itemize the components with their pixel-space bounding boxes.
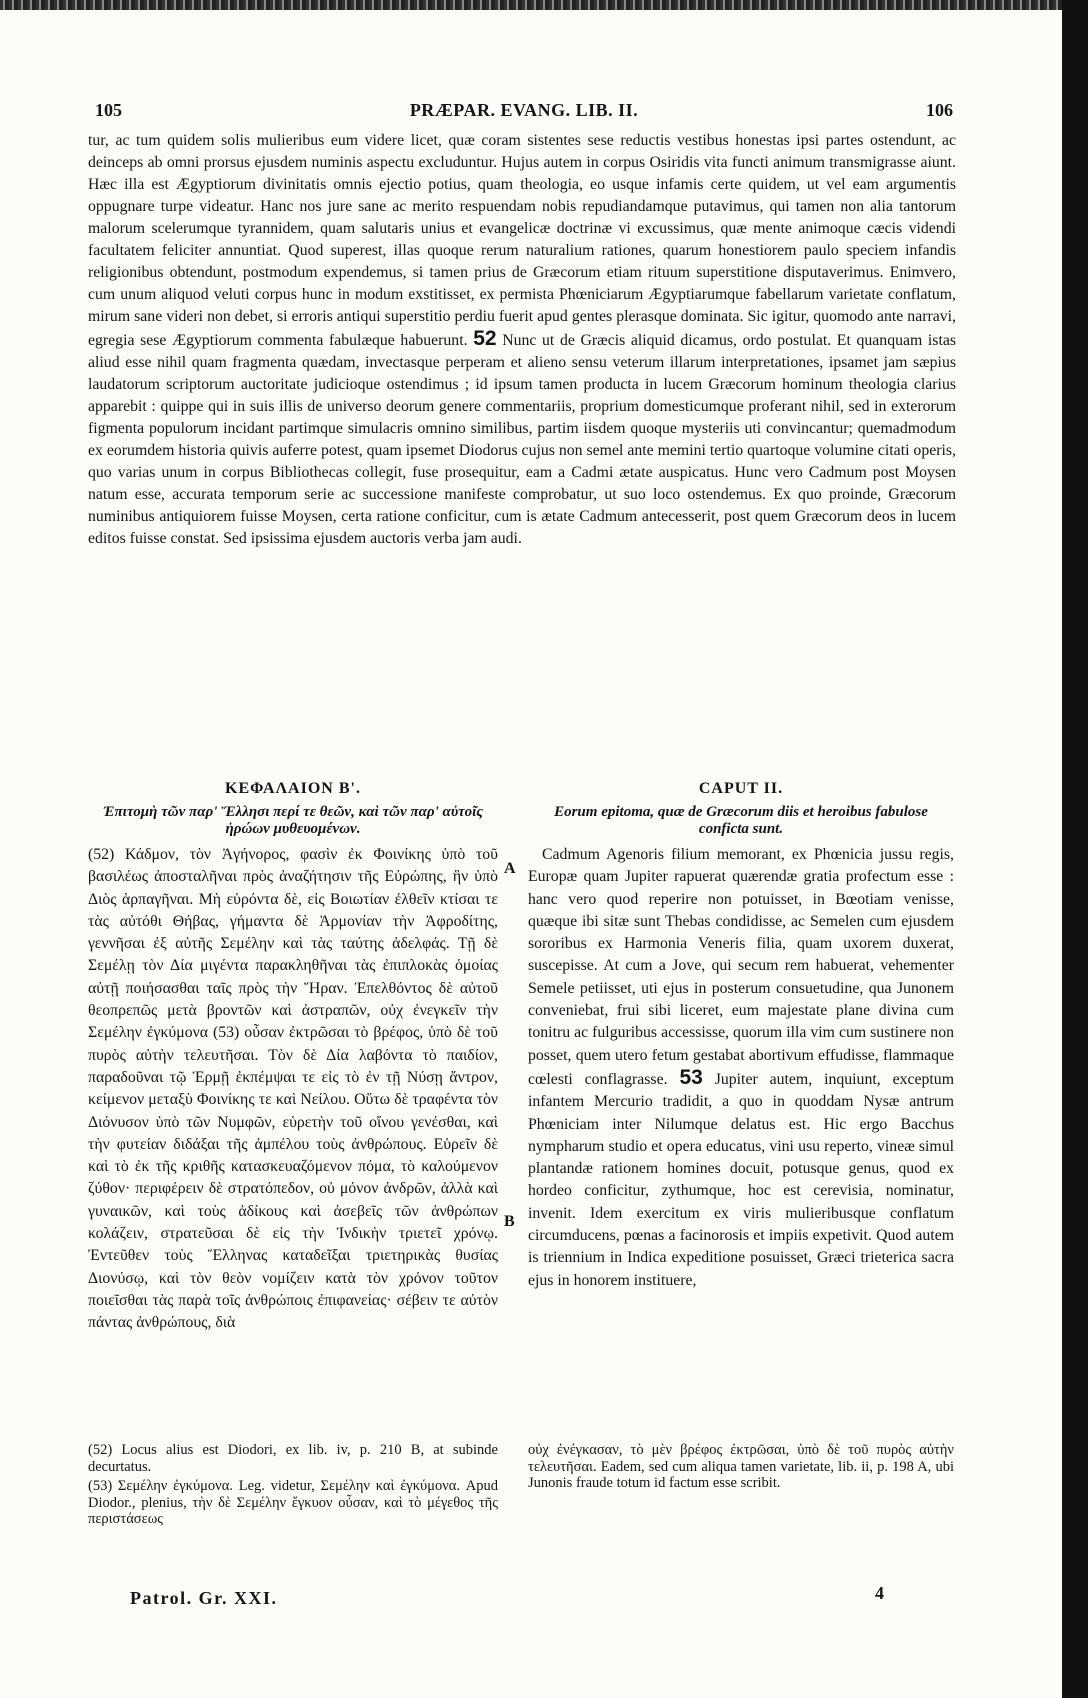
footnotes-left [88,1442,498,1531]
scan-right-edge [1062,0,1088,1698]
footnote-52: (52) Locus alius est Diodori, ex lib. iv, p. 210 B, at subinde decurtatus. [88,1442,498,1475]
latin-body-paragraph [528,844,954,1292]
main-latin-paragraph [88,130,956,550]
marginal-number-52: 52 [473,327,497,350]
greek-column [88,780,498,1335]
latin-chapter-subheading: Eorum epitoma, quæ de Græcorum diis et heroibus fabulose conficta sunt. [554,804,928,837]
latin-body [528,844,954,1292]
greek-body-part2: Εὑρεῖν δὲ καὶ τὸ ἐκ τῆς κριθῆς κατασκευαζόμενον πόμα, τὸ καλούμενον ζύθον· περιφέρειν δὲ στρατόπεδον, οὐ μόνον ἀνδρῶν, ἀλλὰ καὶ γυναικῶν, καὶ τοὺς ἀδίκους καὶ ἀσεβεῖς τῶν ἀνθρώπων κολάζειν, στρατεῦσαι δὲ εἰς τὴν Ἰνδικὴν τριετεῖ χρόνῳ. Ἐντεῦθεν τοὺς Ἕλληνας καταδεῖξαι τριετηρικὰς θυσίας Διονύσῳ, καὶ τὸν θεὸν νομίζειν κατὰ τὸν χρόνον τοῦτον ποιεῖσθαι τὰς παρὰ τοῖς ἀνθρώποις ἐπιφανείας· σέβειν τε αὐτὸν πάντας ἀνθρώπους, διὰ [88,1135,498,1332]
signature-mark: 4 [875,1583,884,1603]
section-marker-a: A [504,860,516,877]
scan-top-edge [0,0,1088,10]
greek-body [88,844,498,1335]
series-footer: Patrol. Gr. XXI. [130,1588,278,1608]
greek-body-part1: (52) Κάδμον, τὸν Ἀγήνορος, φασὶν ἐκ Φοινίκης ὑπὸ τοῦ βασιλέως ἀποσταλῆναι πρὸς ἀναζήτησιν τῆς Εὐρώπης, ἣν ὑπὸ Διὸς ἁρπαγῆναι. Μὴ εὑρόντα δὲ, εἰς Βοιωτίαν ἐλθεῖν κτίσαι τε τὰς αὐτόθι Θήβας, γήμαντα δὲ Ἁρμονίαν τὴν Ἀφροδίτης, γεννῆσαι ἐξ αὐτῆς Σεμέλην καὶ τὰς ταύτης ἀδελφάς. Τῇ δὲ Σεμέλῃ τὸν Δία μιγέντα παρακληθῆναι τὰς ἐπιπλοκὰς ὁμοίας αὐτῇ ποιήσασθαι ταῖς πρὸς τὴν Ἥραν. Ἐπελθόντος δὲ αὐτοῦ θεοπρεπῶς μετὰ βροντῶν καὶ ἀστραπῶν, οὐχ ἐνεγκεῖν τὴν Σεμέλην ἐγκύμονα (53) οὖσαν ἐκτρῶσαι τὸ βρέφος, ὑπὸ δὲ τοῦ πυρὸς αὐτὴν τελευτῆσαι. Τὸν δὲ Δία λαβόντα τὸ παιδίον, παραδοῦναι τῷ Ἑρμῇ ἐκπέμψαι τε εἰς τὸ ἐν τῇ Νύσῃ ἄντρον, κείμενον μεταξὺ Φοινίκης τε καὶ Νείλου. Οὕτω δὲ τραφέντα τὸν Διόνυσον ὑπὸ τῶν Νυμφῶν, εὑρετὴν τοῦ οἴνου γενέσθαι, καὶ τὴν φυτείαν διδάξαι τῆς ἀμπέλου τοὺς ἀνθρώπους. [88,846,498,1153]
footnote-continuation: οὐχ ἐνέγκασαν, τὸ μὲν βρέφος ἐκτρῶσαι, ὑπὸ δὲ τοῦ πυρὸς αὐτὴν τελευτῆσαι. Eadem, sed cum aliqua tamen varietate, lib. ii, p. 198 A, ubi Junonis fraude totum id factum esse scribit. [528,1442,954,1491]
page-number-right: 106 [926,100,953,120]
running-title: PRÆPAR. EVANG. LIB. II. [409,100,639,120]
main-text-part1: tur, ac tum quidem solis mulieribus eum videre licet, quæ coram sistentes sese reductis vestibus honestas ipsi partes ostendunt, ac deinceps ab omni prorsus ejusdem numinis aspectu excluduntur. Hujus autem in corpus Osiridis vita functi animum transmigrasse aiunt. Hæc illa est Ægyptiorum divinitatis omnis ejectio potius, quam theologia, eo usque infamis certe quidem, ut vel eam argumentis oppugnare turpe videatur. Hanc nos jure sane ac merito respuendam nobis repudiandamque putavimus, qui tamen non alia tantorum malorum scelerumque tyrannidem, quam salutaris unius et evangelicæ doctrinæ vi excussimus, quæ mente animoque cæcis videndi facultatem feliciter annuntiat. Quod superest, illas quoque rerum naturalium rationes, quarum honestiorem paulo speciem infandis religionibus obtendunt, postmodum expendemus, si tamen prius de Græcorum etiam rituum superstitione disputaverimus. Enimvero, cum unum aliquod veluti corpus hunc in modum exstitisset, ex permista Phœniciarum Ægyptiarumque fabellarum varietate conflatum, mirum sane videri non debet, si erroris antiqui superstitio perdiu fuerit apud gentes plerasque dominata. Sic igitur, quomodo ante narravi, egregia sese Ægyptiorum commenta fabulæque habuerunt. [88,132,956,349]
main-text-part2: Nunc ut de Græcis aliquid dicamus, ordo postulat. Et quanquam istas aliud esse nihil quam fragmenta quædam, invectasque perperam et alieno sensu veterum illarum interpretationes, ipsamet jam sæpius laudatorum scriptorum auctoritate judicioque ostendimus ; id ipsum tamen producta in lucem Græcorum hominum theologia clarius apparebit : quippe qui in suis illis de universo deorum genere commentariis, proprium domesticumque proferant nihil, sed in exterorum figmenta populorum incidant partimque simulacris omnino similibus, partim iisdem quoque mysteriis uti convincantur; quemadmodum ex eorumdem historia quivis auferre potest, quam ipsemet Diodorus cujus non semel ante memini tertio quartoque volumine citati operis, quo varias unum in corpus Bibliothecas collegit, fuse prosequitur, eam a Cadmi ætate auspicatus. Hunc vero Cadmum post Moysen natum esse, accurata temporum serie ac successione manifeste comprobatur, ut suo loco ostendemus. Ex quo proinde, Græcorum numinibus antiquiorem fuisse Moysen, certa ratione conficitur, cum is ætate Cadmum antecesserit, post quem Græcorum deos in lucem editos fuisse constat. Sed ipsissima ejusdem auctoris verba jam audi. [88,332,957,547]
section-marker-b: B [504,1213,515,1230]
page-number-left: 105 [95,100,122,120]
running-header [95,100,953,124]
latin-body-part1: Cadmum Agenoris filium memorant, ex Phœnicia jussu regis, Europæ quam Jupiter rapuerat quærendæ gratia profectum esse : hanc vero quod reperire non potuisset, in Bœotiam venisse, quæque ibi sitæ sunt Thebas condidisse, ac Semelen cum ejusdem sororibus ex Harmonia Veneris filia, quam uxorem duxerat, suscepisse. At cum a Jove, qui secum rem habuerat, vehementer Semele petiisset, uti ejus in posterum consuetudine, qua Junonem conveniebat, frui sibi liceret, eum majestate plane divina cum tonitru ac fulguribus accessisse, quorum illa vim cum sustinere non posset, quem utero fetum gestabat abortivum effudisse, flammaque cœlesti conflagrasse. [528,846,954,1088]
greek-chapter-subheading: Ἐπιτομὴ τῶν παρ' Ἕλλησι περί τε θεῶν, καὶ τῶν παρ' αὐτοῖς ἡρώων μυθευομένων. [103,804,483,837]
latin-column [528,780,954,1292]
latin-body-part2: Jupiter autem, inquiunt, exceptum infantem Mercurio tradidit, a quo in quoddam Nysæ antrum Phœniciam inter Nilumque delatus est. Hic ergo Bacchus nympharum studio et opera educatus, vini usu reperto, vineæ simul plantandæ rationem homines docuit, potusque genus, quod ex hordeo conficitur, zythumque, hoc est cerevisia, nominatur, invenit. Idem exercitum ex viris mulieribusque conflatum circumducens, pœnas a facinorosis et impiis expetivit. Quod autem is triennium in Indica expeditione posuisset, Græci trieterica sacra ejus in honorem instituere, [528,1070,954,1289]
latin-chapter-heading: CAPUT II. [698,780,784,797]
footnote-53: (53) Σεμέλην ἐγκύμονα. Leg. videtur, Σεμέλην καὶ ἐγκύμονα. Apud Diodor., plenius, τὴν δὲ Σεμέλην ἔγκυον οὖσαν, καὶ τὸ μέγεθος τῆς περιστάσεως [88,1478,498,1527]
greek-chapter-heading: ΚΕΦΑΛΑΙΟΝ Β'. [225,780,361,797]
marginal-number-53: 53 [679,1065,703,1089]
footnotes-right [528,1442,954,1495]
